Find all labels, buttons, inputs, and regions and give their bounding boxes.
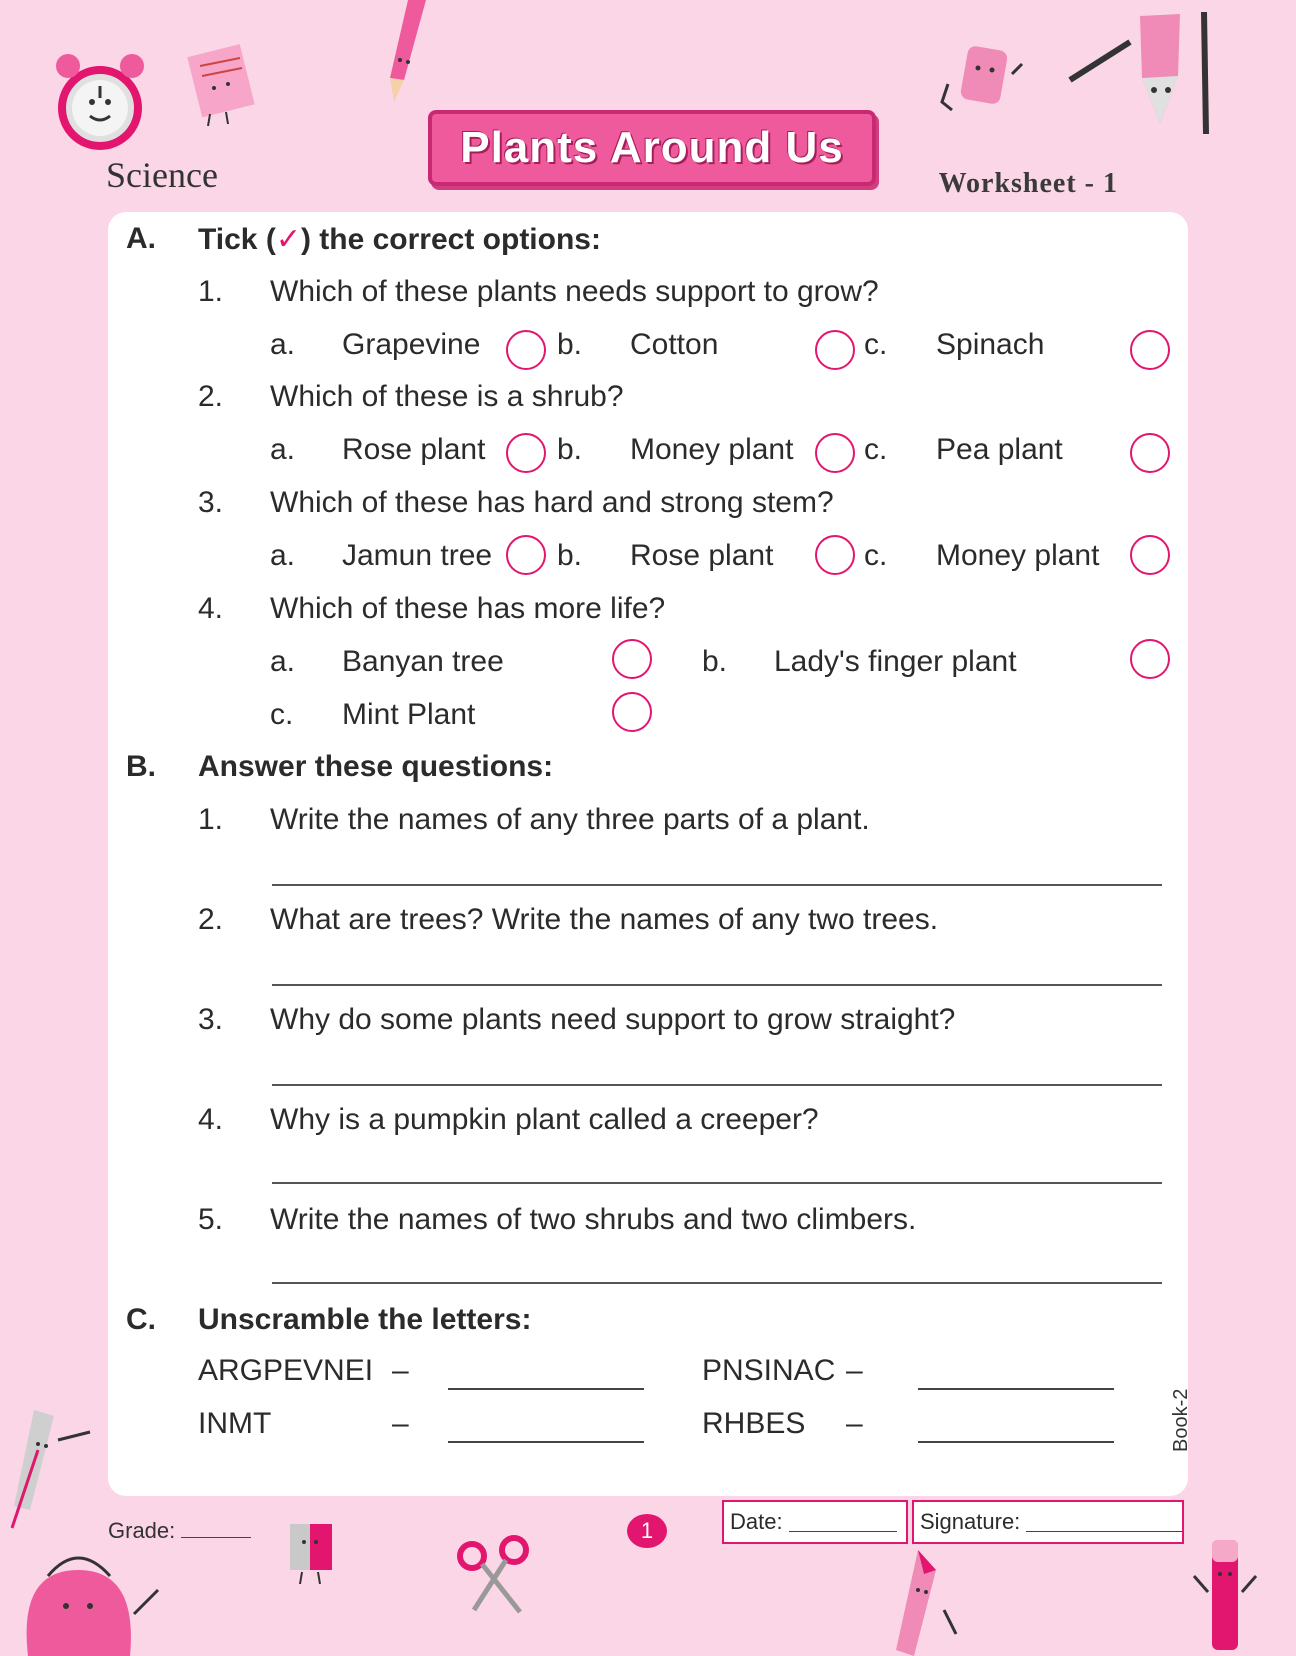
tick-circle[interactable] (1130, 535, 1170, 575)
tick-circle[interactable] (506, 433, 546, 473)
eraser-character-icon (942, 44, 1032, 124)
check-mark-icon: ✓ (275, 223, 301, 256)
question-text: Which of these has more life? (270, 592, 666, 625)
question-number: 2. (198, 380, 224, 413)
unscramble-blank[interactable] (448, 1441, 644, 1443)
answer-line[interactable] (272, 884, 1162, 886)
bag-character-icon (18, 1530, 148, 1656)
subject-label: Science (106, 155, 218, 195)
option-text: Spinach (936, 328, 1045, 361)
question-number: 5. (198, 1203, 224, 1236)
page-title: Plants Around Us (460, 123, 844, 172)
tick-circle[interactable] (815, 433, 855, 473)
option-letter: a. (270, 433, 296, 466)
question-number: 4. (198, 1103, 224, 1136)
pencil-character-icon (1070, 6, 1210, 136)
option-text: Rose plant (630, 539, 774, 572)
dash: – (846, 1354, 863, 1387)
dash: – (846, 1407, 863, 1440)
question-text: Write the names of any three parts of a plant. (270, 803, 870, 836)
tick-circle[interactable] (1130, 330, 1170, 370)
option-letter: b. (702, 645, 728, 678)
unscramble-blank[interactable] (448, 1388, 644, 1390)
worksheet-number: Worksheet - 1 (938, 168, 1118, 199)
section-c-letter: C. (126, 1303, 156, 1336)
option-text: Banyan tree (342, 645, 504, 678)
tick-circle[interactable] (506, 535, 546, 575)
option-text: Pea plant (936, 433, 1063, 466)
question-number: 2. (198, 903, 224, 936)
section-a-heading-pre: Tick ( (198, 223, 276, 256)
tick-circle[interactable] (815, 330, 855, 370)
pen-character-icon (1190, 1536, 1260, 1656)
question-text: Which of these plants needs support to grow? (270, 275, 879, 308)
question-text: Write the names of two shrubs and two climbers. (270, 1203, 917, 1236)
date-label: Date: (730, 1509, 783, 1534)
question-text: Which of these has hard and strong stem? (270, 486, 834, 519)
option-text: Lady's finger plant (774, 645, 1017, 678)
option-text: Mint Plant (342, 698, 476, 731)
answer-line[interactable] (272, 1182, 1162, 1184)
option-letter: c. (864, 433, 888, 466)
scrambled-word: RHBES (702, 1407, 806, 1440)
section-c-heading: Unscramble the letters: (198, 1303, 532, 1336)
question-number: 3. (198, 1003, 224, 1036)
question-number: 1. (198, 803, 224, 836)
section-b-heading: Answer these questions: (198, 750, 554, 783)
notepad-icon (180, 44, 260, 124)
option-letter: c. (864, 328, 888, 361)
option-letter: c. (864, 539, 888, 572)
date-field[interactable] (722, 1500, 908, 1544)
option-text: Grapevine (342, 328, 481, 361)
option-letter: b. (557, 539, 583, 572)
page-number-badge: 1 (627, 1514, 667, 1548)
pencil-icon (378, 0, 438, 110)
tick-circle[interactable] (1130, 639, 1170, 679)
answer-line[interactable] (272, 1282, 1162, 1284)
alarm-clock-icon (54, 46, 150, 156)
question-number: 4. (198, 592, 224, 625)
tick-circle[interactable] (815, 535, 855, 575)
section-a-heading-post: ) the correct options: (300, 223, 601, 256)
option-letter: b. (557, 433, 583, 466)
section-b-letter: B. (126, 750, 156, 783)
grade-label: Grade: (108, 1518, 176, 1543)
dash: – (392, 1407, 409, 1440)
answer-line[interactable] (272, 984, 1162, 986)
option-text: Jamun tree (342, 539, 493, 572)
tick-circle[interactable] (612, 639, 652, 679)
ruler-character-icon (8, 1410, 98, 1530)
tick-circle[interactable] (612, 692, 652, 732)
option-text: Rose plant (342, 433, 486, 466)
option-text: Cotton (630, 328, 719, 361)
option-letter: a. (270, 328, 296, 361)
question-text: Why do some plants need support to grow straight? (270, 1003, 956, 1036)
unscramble-blank[interactable] (918, 1441, 1114, 1443)
question-number: 1. (198, 275, 224, 308)
dash: – (392, 1354, 409, 1387)
option-letter: a. (270, 645, 296, 678)
section-a-heading (198, 222, 601, 257)
scrambled-word: PNSINAC (702, 1354, 836, 1387)
option-text: Money plant (936, 539, 1100, 572)
option-text: Money plant (630, 433, 794, 466)
option-letter: c. (270, 698, 294, 731)
section-a-letter: A. (126, 222, 156, 255)
signature-field[interactable] (912, 1500, 1184, 1544)
tick-circle[interactable] (506, 330, 546, 370)
question-text: Which of these is a shrub? (270, 380, 624, 413)
signature-label: Signature: (920, 1509, 1021, 1534)
question-number: 3. (198, 486, 224, 519)
question-text: Why is a pumpkin plant called a creeper? (270, 1103, 819, 1136)
unscramble-blank[interactable] (918, 1388, 1114, 1390)
book-label: Book-2 (1170, 1388, 1192, 1452)
option-letter: b. (557, 328, 583, 361)
tick-circle[interactable] (1130, 433, 1170, 473)
scissors-icon (456, 1536, 536, 1616)
sharpener-icon (284, 1520, 344, 1590)
title-banner (428, 110, 876, 186)
option-letter: a. (270, 539, 296, 572)
pencil-character-icon (884, 1550, 964, 1656)
scrambled-word: ARGPEVNEI (198, 1354, 374, 1387)
question-text: What are trees? Write the names of any two trees. (270, 903, 939, 936)
answer-line[interactable] (272, 1084, 1162, 1086)
scrambled-word: INMT (198, 1407, 272, 1440)
